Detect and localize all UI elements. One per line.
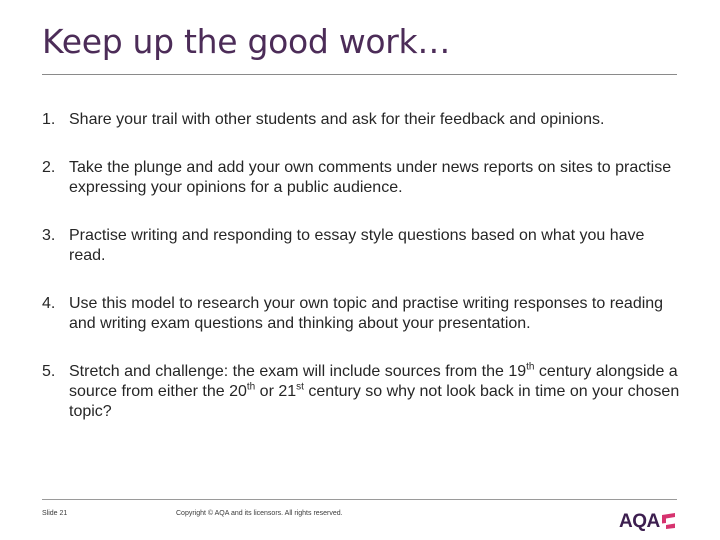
text-segment: century so why not look back in time on your chosen topic? (69, 383, 680, 420)
list-item-4 (42, 294, 682, 334)
tips-list (42, 110, 682, 450)
copyright-notice: Copyright © AQA and its licensors. All rights reserved. (176, 510, 343, 517)
aqa-logo (619, 509, 676, 531)
list-item-number: 4. (42, 295, 56, 312)
list-item-number: 5. (42, 363, 56, 380)
list-item-text: Practise writing and responding to essay style questions based on what you have read. (69, 227, 645, 264)
list-item-2 (42, 158, 682, 198)
aqa-logo-mark-icon (662, 513, 676, 529)
text-segment: Stretch and challenge: the exam will include sources from the 19 (69, 363, 527, 380)
list-item-text: Take the plunge and add your own comments under news reports on sites to practise expressing your opinions for a public audience. (69, 159, 672, 196)
list-item-1 (42, 110, 682, 130)
list-item-text (69, 363, 679, 420)
list-item-5 (42, 362, 682, 422)
list-item-text: Use this model to research your own topic and practise writing responses to reading and writing exam questions and thinking about your presentation. (69, 295, 664, 332)
list-item-number: 2. (42, 159, 56, 176)
list-item-text: Share your trail with other students and ask for their feedback and opinions. (69, 111, 605, 128)
ordinal-suffix: th (246, 381, 256, 393)
title-divider (42, 74, 677, 75)
list-item-number: 3. (42, 227, 56, 244)
text-segment: or 21 (255, 383, 297, 400)
list-item-number: 1. (42, 111, 56, 128)
ordinal-suffix: th (526, 361, 535, 373)
logo-text: AQA (619, 511, 660, 532)
text-segment: century alongside a source from either the 20 (69, 363, 678, 400)
slide-number: Slide 21 (42, 510, 68, 517)
list-item-3 (42, 226, 682, 266)
footer-divider (42, 499, 677, 500)
ordinal-suffix: st (296, 381, 304, 393)
page-title: Keep up the good work… (42, 22, 451, 61)
